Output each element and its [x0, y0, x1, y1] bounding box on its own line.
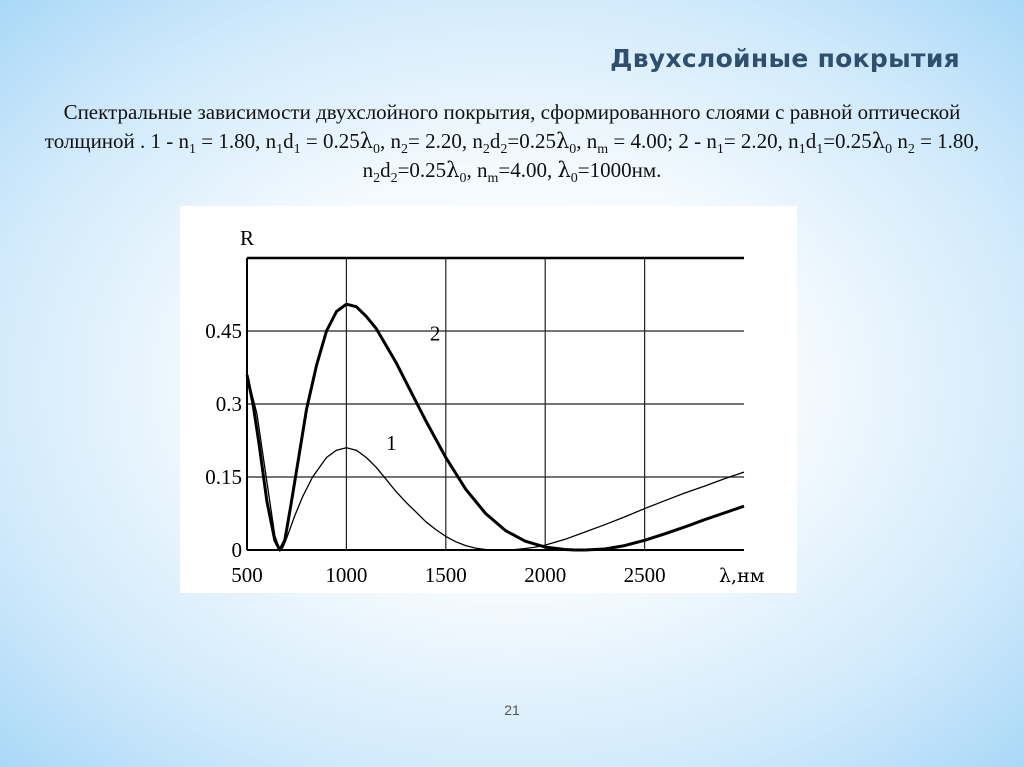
page-number: 21 — [504, 702, 520, 718]
chart-panel — [180, 206, 797, 593]
x-tick-label: 2500 — [623, 563, 666, 587]
x-tick-label: 2000 — [524, 563, 567, 587]
y-tick-label: 0 — [231, 538, 242, 562]
figure-caption: Спектральные зависимости двухслойного покрытия, сформированного слоями с равной оптической толщиной . $1 - n_1 = 1.80$, $n_1d_1 = 0.25\lambda_0$, $n_2= 2.20$, $n_2d_2=0.25\lambda_0$, $n_m = 4.00$; $2 - n_1= 2.20$, $n_1d_1=0.25\lambda_0$ $n_2 = 1.80$, $n_2d_2=0.25\lambda_0$, $n_m=4.00$, $\lambda_0=1000нм$. — [44, 100, 980, 186]
y-tick-label: 0.45 — [205, 319, 242, 343]
grid — [247, 258, 744, 550]
y-tick-label: 0.15 — [205, 465, 242, 489]
x-tick-label: 1500 — [424, 563, 467, 587]
series-1-label: 1 — [386, 431, 397, 456]
series-group — [247, 304, 744, 550]
spectral-chart — [180, 206, 797, 593]
slide-title: Двухслойные покрытия — [610, 44, 960, 73]
series-2-label: 2 — [429, 321, 441, 346]
x-tick-label: 1000 — [325, 563, 368, 587]
series-2-line — [247, 304, 744, 550]
x-tick-label: 500 — [231, 563, 263, 587]
x-axis-title: λ,нм — [719, 565, 765, 587]
y-tick-label: 0.3 — [215, 392, 242, 416]
y-axis-title: R — [240, 226, 255, 250]
